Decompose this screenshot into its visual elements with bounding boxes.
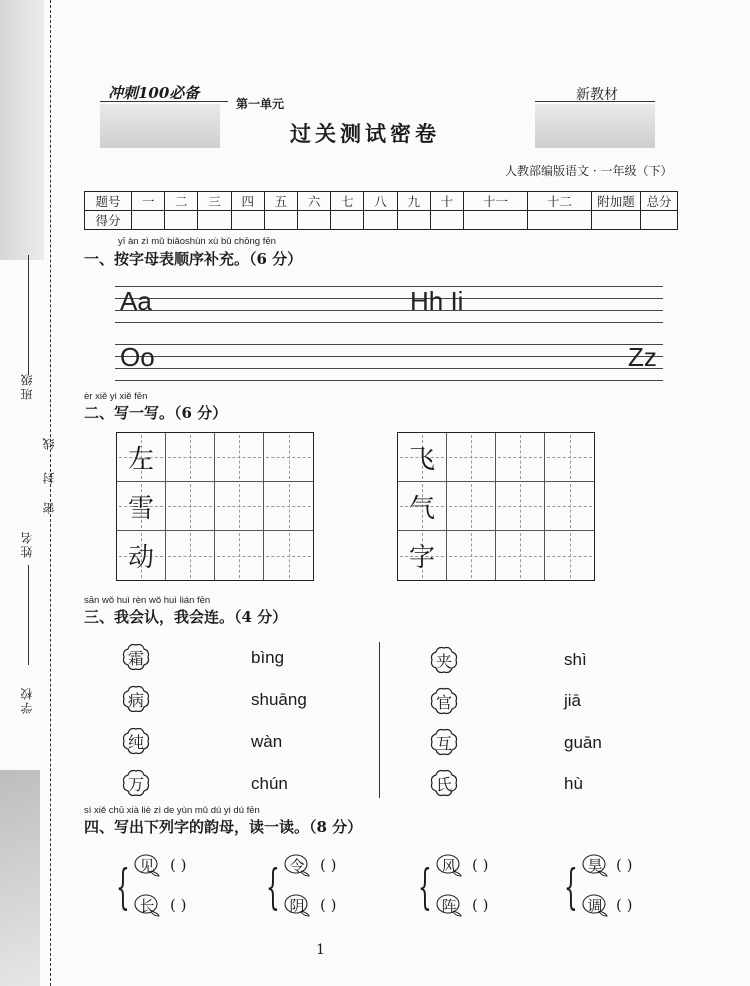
pinyin-option[interactable]: shì [564,650,587,669]
flower-char[interactable] [429,645,459,675]
grid-cell[interactable] [166,531,215,580]
four-line-1c [115,310,663,311]
score-cell[interactable] [231,211,264,230]
grid-cell[interactable] [447,433,496,482]
binding-strip-top [0,0,44,260]
model-char: 左 [127,444,154,475]
name-blank-line [28,565,29,665]
grid-cell[interactable] [447,531,496,580]
score-cell[interactable] [364,211,397,230]
model-char: 雪 [127,493,154,524]
flower-char[interactable] [429,768,459,798]
grid-cell [398,531,447,580]
char-label: 纯 [127,732,144,752]
pinyin-option[interactable]: shuāng [251,690,307,709]
q3-title: 三、我会认，我会连。（4 分） [84,608,288,626]
answer-blank[interactable]: ( ) [170,896,187,914]
answer-blank[interactable]: ( ) [616,896,633,914]
leaf-char [582,853,608,877]
leaf-char [134,893,160,917]
char-label: 互 [435,733,452,753]
header-tag-left: 冲刺100必备 [108,84,200,102]
grid-cell[interactable] [496,433,545,482]
char-label: 霜 [127,648,144,668]
score-cell[interactable] [264,211,297,230]
q2-title: 二、写一写。（6 分） [84,404,228,422]
class-label: 班级 [20,372,34,400]
score-cell[interactable] [430,211,463,230]
four-line-1a [115,286,663,287]
leaf-char [436,893,462,917]
score-table [84,191,678,230]
writing-grid-right [397,432,595,581]
answer-blank[interactable]: ( ) [472,856,489,874]
grid-cell[interactable] [496,531,545,580]
answer-blank[interactable]: ( ) [472,896,489,914]
score-header-row [85,192,678,211]
grid-cell [398,433,447,482]
q4-title: 四、写出下列字的韵母，读一读。（8 分） [84,818,363,836]
pinyin-option[interactable]: guān [564,733,602,752]
letters-row1-left: Aa [120,286,152,316]
char-label: 万 [127,774,144,794]
flower-char[interactable] [121,684,151,714]
grid-cell[interactable] [264,433,313,482]
grid-cell [117,433,166,482]
model-char: 字 [408,543,435,573]
flower-char[interactable] [429,727,459,757]
pinyin-option[interactable]: wàn [251,732,283,751]
answer-blank[interactable]: ( ) [320,856,337,874]
grid-cell[interactable] [215,531,264,580]
score-cell[interactable] [397,211,430,230]
answer-blank[interactable]: ( ) [170,856,187,874]
seal-word-2: 封 [42,470,56,484]
score-cell[interactable] [527,211,591,230]
four-line-2b [115,356,663,357]
score-col-6: 六 [298,192,331,211]
flower-char[interactable] [121,768,151,798]
four-line-1b [115,298,663,299]
model-char: 飞 [408,444,435,475]
grid-cell [117,482,166,531]
class-blank-line [28,255,29,375]
name-label: 姓名 [20,530,34,558]
score-col-5: 五 [264,192,297,211]
char-label: 令 [289,856,305,875]
edition-label: 人教部编版语文 · 一年级（下） [505,164,673,178]
q2-pinyin: èr xiě yi xiě fēn [84,391,148,402]
q3-divider [379,642,380,798]
char-label: 长 [139,896,155,915]
grid-cell[interactable] [264,531,313,580]
char-label: 官 [435,692,452,712]
answer-blank[interactable]: ( ) [616,856,633,874]
brace-icon: { [418,859,432,915]
grid-cell[interactable] [166,482,215,531]
score-cell[interactable] [298,211,331,230]
grid-cell[interactable] [166,433,215,482]
four-line-2d [115,380,663,381]
score-cell[interactable] [132,211,165,230]
flower-char[interactable] [429,686,459,716]
brace-icon: { [116,859,130,915]
q1-pinyin: yī àn zì mǔ biǎoshùn xù bǔ chōng fēn [118,236,276,247]
letters-row2-left: Oo [120,342,155,372]
score-col-bonus: 附加题 [592,192,641,211]
score-col-7: 七 [331,192,364,211]
char-label: 氏 [435,774,452,794]
pinyin-option[interactable]: bìng [251,648,285,667]
score-col-10: 十 [430,192,463,211]
header-bar-left [100,104,220,148]
grid-cell [117,531,166,580]
char-label: 病 [127,690,144,710]
header-bar-right [535,104,655,148]
grid-cell[interactable] [545,531,594,580]
score-cell[interactable] [165,211,198,230]
binding-dashed-line [50,0,51,986]
pinyin-option[interactable]: jiā [564,691,582,710]
leaf-char [134,853,160,877]
score-col-total: 总分 [641,192,678,211]
q4-pinyin: sì xiě chū xià liè zì de yùn mǔ dú yi dú fēn [84,805,260,816]
model-char: 气 [408,493,435,524]
leaf-char [284,853,310,877]
pinyin-option[interactable]: hù [564,774,583,793]
score-cell[interactable] [198,211,231,230]
brace-icon: { [266,859,280,915]
binding-strip-bottom [0,770,40,986]
grid-cell[interactable] [545,482,594,531]
four-line-2a [115,344,663,345]
seal-word-1: 密 [42,500,56,514]
flower-char[interactable] [121,642,151,672]
grid-cell[interactable] [496,482,545,531]
grid-cell [398,482,447,531]
grid-cell[interactable] [215,482,264,531]
score-value-row [85,211,678,230]
score-col-2: 二 [165,192,198,211]
score-col-11: 十一 [464,192,528,211]
model-char: 动 [127,543,154,573]
score-cell[interactable] [641,211,678,230]
char-label: 调 [587,896,603,915]
char-label: 见 [139,856,155,875]
score-row-label: 得分 [85,211,132,230]
char-label: 夹 [435,651,452,671]
page-title: 过关测试密卷 [290,121,440,146]
grid-cell[interactable] [215,433,264,482]
score-cell[interactable] [464,211,528,230]
grid-cell[interactable] [264,482,313,531]
char-label: 阵 [441,896,457,915]
letters-row2-right: Zz [628,342,657,372]
score-col-9: 九 [397,192,430,211]
char-label: 阴 [289,896,305,915]
leaf-char [284,893,310,917]
score-cell[interactable] [592,211,641,230]
score-col-12: 十二 [527,192,591,211]
page-number: 1 [316,942,325,958]
header-tag-right: 新教材 [576,87,618,103]
grid-cell[interactable] [447,482,496,531]
school-label: 学校 [20,686,34,714]
q3-pinyin: sān wǒ huì rèn wǒ huì lián fēn [84,595,211,606]
pinyin-option[interactable]: chún [251,774,288,793]
four-line-2c [115,368,663,369]
unit-label: 第一单元 [236,97,285,111]
brace-icon: { [564,859,578,915]
grid-cell[interactable] [545,433,594,482]
flower-char[interactable] [121,726,151,756]
char-label: 风 [441,856,457,875]
score-col-3: 三 [198,192,231,211]
score-col-1: 一 [132,192,165,211]
leaf-char [582,893,608,917]
char-label: 昊 [587,856,603,875]
answer-blank[interactable]: ( ) [320,896,337,914]
letters-row1-mid: Hh Ii [410,286,464,316]
q1-title: 一、按字母表顺序补充。（6 分） [84,250,303,268]
score-col-8: 八 [364,192,397,211]
four-line-1d [115,322,663,323]
leaf-char [436,853,462,877]
score-col-label: 题号 [85,192,132,211]
score-cell[interactable] [331,211,364,230]
score-col-4: 四 [231,192,264,211]
writing-grid-left [116,432,314,581]
seal-word-3: 线 [42,436,56,450]
